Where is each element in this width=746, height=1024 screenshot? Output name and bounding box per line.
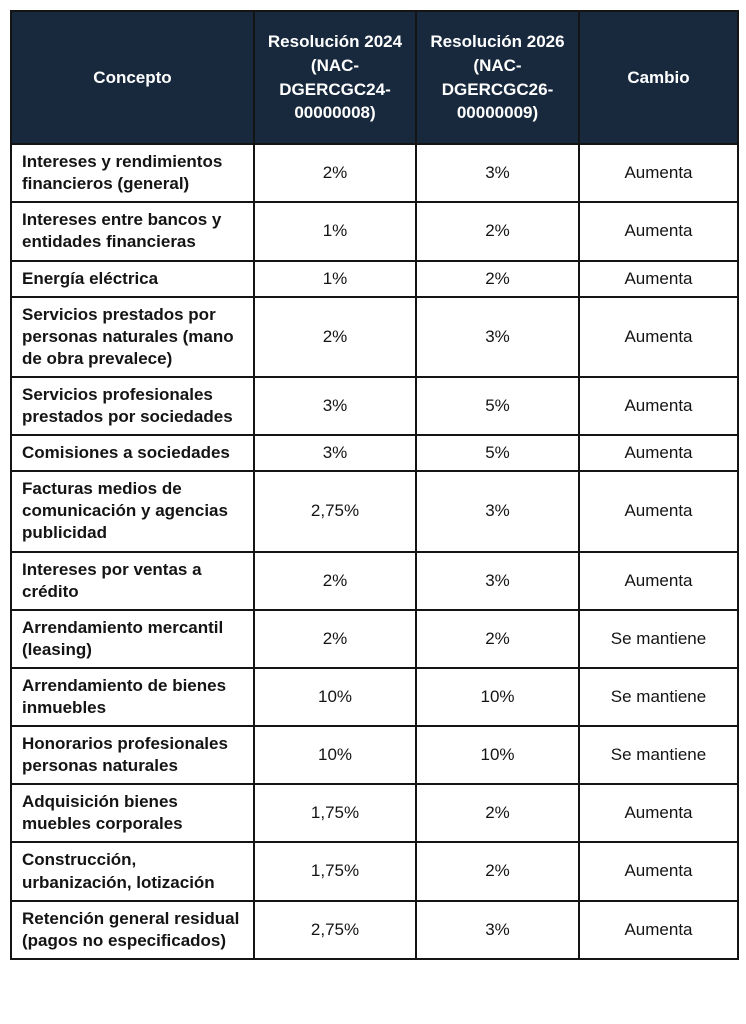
res2024-cell: 10% [254,726,416,784]
concepto-cell: Servicios prestados por personas naturales (mano de obra prevalece) [11,297,254,377]
cambio-cell: Aumenta [579,901,738,959]
cambio-cell: Aumenta [579,144,738,202]
cambio-cell: Aumenta [579,552,738,610]
concepto-cell: Comisiones a sociedades [11,435,254,471]
res2024-cell: 2,75% [254,901,416,959]
table-row [11,202,738,260]
res2024-cell: 2,75% [254,471,416,551]
concepto-cell: Honorarios profesionales personas naturales [11,726,254,784]
table-row [11,784,738,842]
concepto-cell: Arrendamiento mercantil (leasing) [11,610,254,668]
cambio-cell: Aumenta [579,784,738,842]
cambio-cell: Aumenta [579,471,738,551]
table-row [11,668,738,726]
res2026-cell: 5% [416,435,579,471]
res2024-cell: 10% [254,668,416,726]
col-header-resolucion-2026: Resolución 2026 (NAC-DGERCGC26-00000009) [416,11,579,144]
cambio-cell: Se mantiene [579,668,738,726]
cambio-cell: Aumenta [579,842,738,900]
res2024-cell: 3% [254,435,416,471]
concepto-cell: Intereses por ventas a crédito [11,552,254,610]
concepto-cell: Adquisición bienes muebles corporales [11,784,254,842]
res2026-cell: 3% [416,901,579,959]
res2026-cell: 10% [416,726,579,784]
res2026-cell: 3% [416,471,579,551]
res2026-cell: 3% [416,552,579,610]
concepto-cell: Energía eléctrica [11,261,254,297]
table-row [11,726,738,784]
table-row [11,377,738,435]
cambio-cell: Aumenta [579,297,738,377]
cambio-cell: Aumenta [579,261,738,297]
concepto-cell: Facturas medios de comunicación y agencias publicidad [11,471,254,551]
table-row [11,261,738,297]
res2026-cell: 5% [416,377,579,435]
res2024-cell: 3% [254,377,416,435]
res2024-cell: 2% [254,297,416,377]
table-row [11,901,738,959]
res2024-cell: 1,75% [254,842,416,900]
res2026-cell: 10% [416,668,579,726]
concepto-cell: Arrendamiento de bienes inmuebles [11,668,254,726]
col-header-resolucion-2024: Resolución 2024 (NAC-DGERCGC24-00000008) [254,11,416,144]
res2026-cell: 3% [416,297,579,377]
table-row [11,144,738,202]
cambio-cell: Aumenta [579,435,738,471]
res2024-cell: 1% [254,261,416,297]
res2026-cell: 2% [416,784,579,842]
table-row [11,552,738,610]
res2024-cell: 2% [254,610,416,668]
retention-comparison-table [10,10,739,960]
cambio-cell: Aumenta [579,202,738,260]
res2026-cell: 2% [416,610,579,668]
cambio-cell: Se mantiene [579,610,738,668]
res2026-cell: 2% [416,202,579,260]
concepto-cell: Retención general residual (pagos no especificados) [11,901,254,959]
res2026-cell: 2% [416,842,579,900]
table-row [11,471,738,551]
res2024-cell: 2% [254,552,416,610]
col-header-cambio: Cambio [579,11,738,144]
concepto-cell: Servicios profesionales prestados por sociedades [11,377,254,435]
res2024-cell: 1% [254,202,416,260]
table-row [11,435,738,471]
col-header-concepto: Concepto [11,11,254,144]
cambio-cell: Se mantiene [579,726,738,784]
concepto-cell: Intereses entre bancos y entidades financieras [11,202,254,260]
res2024-cell: 2% [254,144,416,202]
res2026-cell: 3% [416,144,579,202]
table-row [11,297,738,377]
concepto-cell: Construcción, urbanización, lotización [11,842,254,900]
table-row [11,610,738,668]
concepto-cell: Intereses y rendimientos financieros (general) [11,144,254,202]
res2024-cell: 1,75% [254,784,416,842]
header-row [11,11,738,144]
res2026-cell: 2% [416,261,579,297]
cambio-cell: Aumenta [579,377,738,435]
table-row [11,842,738,900]
